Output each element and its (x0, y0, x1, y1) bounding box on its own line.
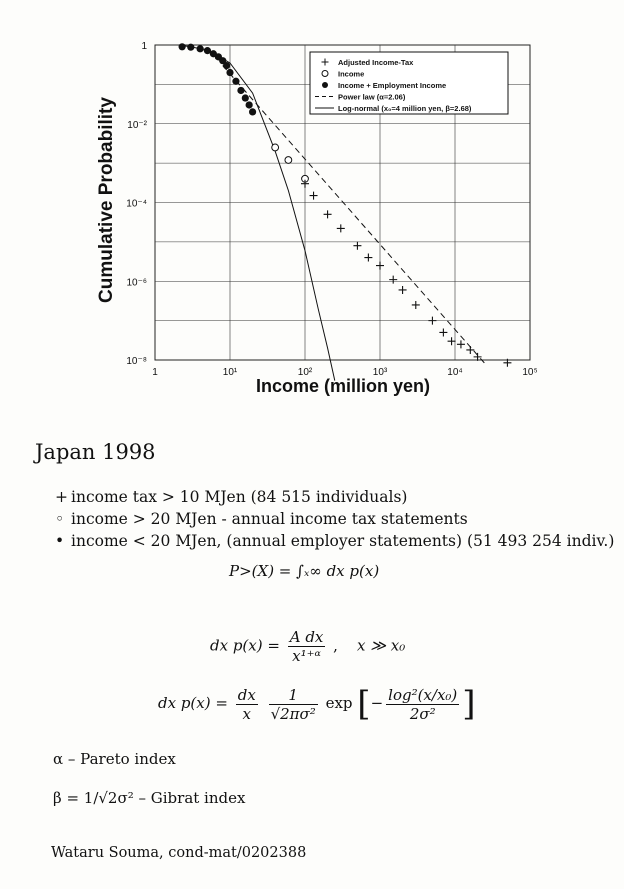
data-point-filled (246, 101, 253, 108)
formula-lognormal: dx p(x) = $\frac{dx}{x}$ $\frac{1}{\text{√2πσ²}}$ exp [− $\frac{\text{log²(x/x₀)}}{\text{2σ²}}$ ] (158, 684, 476, 724)
filled-circle-icon: • (55, 532, 65, 550)
data-point-filled (226, 69, 233, 76)
legend-filled-circle-icon (322, 82, 328, 88)
heading: Japan 1998 (35, 440, 156, 464)
fraction (386, 686, 459, 723)
x-tick-label: 1 (152, 367, 158, 378)
x-tick-label: 10² (297, 367, 313, 378)
data-point-plus (376, 262, 384, 270)
formula-lhs: dx p(x) = (210, 636, 280, 655)
numerator: dx (237, 685, 256, 704)
data-point-plus (448, 337, 456, 345)
legend-label: Adjusted Income-Tax (338, 58, 414, 67)
chart-legend (310, 52, 508, 114)
denominator: x (242, 704, 251, 723)
numerator: log²(x/x₀) (388, 685, 458, 704)
x-tick-label: 10³ (372, 367, 388, 378)
data-point-filled (249, 108, 256, 115)
numerator: 1 (269, 686, 318, 705)
x-tick-label: 10⁵ (522, 367, 538, 378)
data-point-filled (237, 87, 244, 94)
data-point-filled (232, 78, 239, 85)
formula-condition: x ≫ x₀ (357, 636, 406, 655)
data-point-open (272, 144, 279, 151)
fraction (269, 686, 318, 723)
data-point-plus (412, 301, 420, 309)
data-point-plus (399, 286, 407, 294)
data-point-plus (439, 328, 447, 336)
definition-beta: β = 1/√2σ² – Gibrat index (53, 789, 246, 807)
bullet-text: income > 20 MJen - annual income tax statements (71, 510, 468, 528)
numerator: A dx (289, 628, 324, 646)
data-point-plus (364, 254, 372, 262)
fraction (236, 686, 258, 723)
data-point-plus (457, 340, 465, 348)
formula-lhs: P>(X) = (229, 562, 292, 580)
data-point-plus (428, 317, 436, 325)
bullet-item-income (55, 508, 614, 530)
bullet-list (55, 486, 614, 552)
author-credit: Wataru Souma, cond-mat/0202388 (51, 845, 307, 861)
formula-cumulative (229, 562, 379, 580)
y-tick-label: 10⁻⁴ (126, 198, 147, 210)
data-point-filled (223, 62, 230, 69)
definition-alpha: α – Pareto index (53, 750, 176, 768)
data-point-plus (466, 346, 474, 354)
data-point-plus (353, 242, 361, 250)
formula-lhs: dx p(x) = (158, 694, 228, 712)
data-point-plus (324, 210, 332, 218)
data-point-filled (179, 43, 186, 50)
y-tick-label: 1 (141, 41, 147, 52)
y-axis-label: Cumulative Probability (96, 97, 117, 303)
legend-open-circle-icon (322, 71, 328, 77)
x-tick-label: 10⁴ (447, 367, 463, 378)
denominator: 2σ² (409, 704, 436, 723)
y-tick-label: 10⁻⁸ (126, 356, 147, 367)
y-tick-label: 10⁻² (127, 119, 147, 131)
y-tick-label: 10⁻⁶ (126, 277, 147, 289)
denominator: √2πσ² (270, 704, 316, 723)
fraction (288, 628, 326, 665)
data-point-plus (310, 192, 318, 200)
open-circle-icon: ◦ (55, 510, 65, 528)
legend-label: Log-normal (x₀=4 million yen, β=2.68) (338, 104, 472, 113)
legend-label: Income + Employment Income (338, 81, 447, 90)
data-point-plus (389, 276, 397, 284)
formula-power-law: dx p(x) = $\frac{\text{A dx}}{\text{x¹⁺ᵅ}}$ , x ≫ x₀ (210, 628, 406, 665)
data-point-filled (197, 45, 204, 52)
legend-label: Power law (α=2.06) (338, 92, 406, 102)
denominator: x¹⁺ᵅ (292, 647, 321, 665)
legend-label: Income (338, 69, 365, 79)
bullet-text: income < 20 MJen, (annual employer statements) (51 493 254 indiv.) (71, 532, 615, 550)
x-axis-label: Income (million yen) (255, 376, 431, 396)
bullet-text: income tax > 10 MJen (84 515 individuals) (71, 488, 408, 506)
data-point-filled (242, 94, 249, 101)
data-point-filled (187, 44, 194, 51)
formula-rhs: ∫ₓ∞ dx p(x) (296, 562, 380, 580)
plus-icon: + (55, 488, 68, 506)
x-tick-label: 10¹ (222, 367, 238, 378)
data-point-plus (337, 224, 345, 232)
exp-function: exp (325, 694, 353, 712)
bullet-item-tax (55, 486, 614, 508)
income-distribution-chart (0, 0, 624, 430)
bullet-item-employment (55, 530, 614, 552)
data-point-open (285, 157, 292, 164)
